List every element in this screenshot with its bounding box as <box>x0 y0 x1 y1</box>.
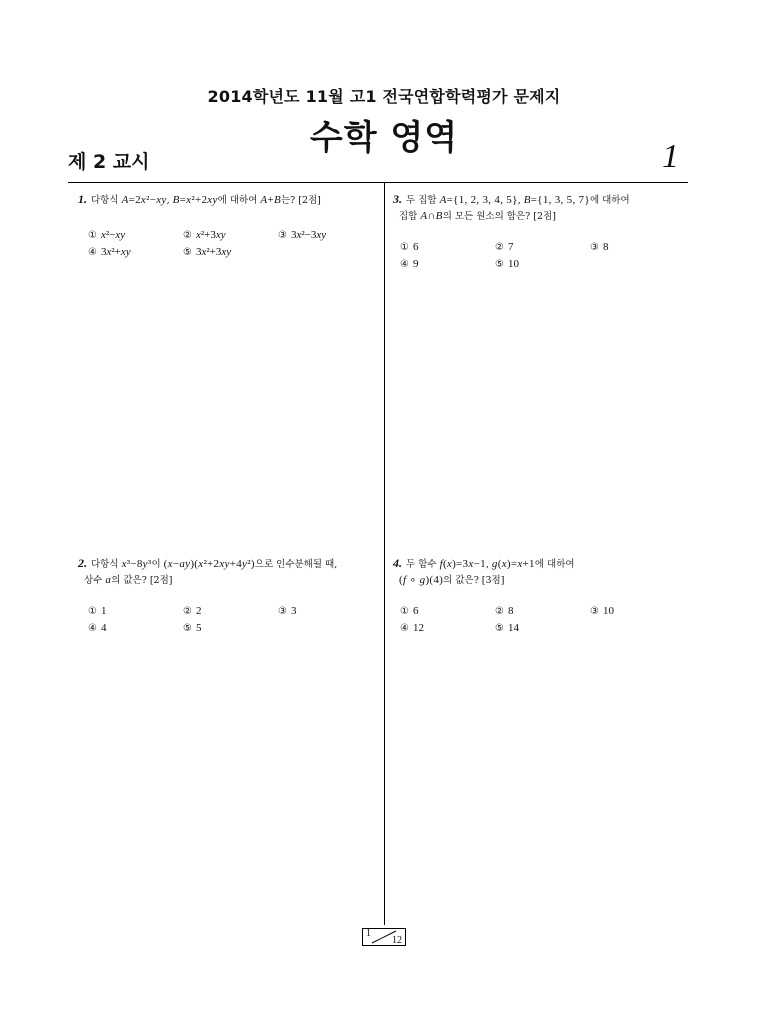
math-expression: A+B <box>260 194 281 206</box>
stem-text: , <box>517 195 524 206</box>
math-variable: xy <box>316 229 327 241</box>
math-variable: x <box>140 194 147 206</box>
math-variable: A <box>420 210 428 222</box>
stem-text: 다항식 <box>91 559 122 570</box>
math-variable: x <box>195 229 201 241</box>
choice-value: 1 <box>100 605 107 617</box>
math-variable: x <box>186 194 192 206</box>
math-variable: x <box>100 229 106 241</box>
answer-choices <box>393 236 685 270</box>
choice-3 <box>278 600 373 617</box>
current-page-number: 1 <box>366 928 371 939</box>
page-number-box <box>362 928 406 946</box>
choice-5 <box>495 253 590 270</box>
stem-text: , <box>166 195 173 206</box>
stem-text: 는? [2점] <box>280 195 321 206</box>
choice-value: 2 <box>195 605 202 617</box>
question-stem <box>399 204 556 223</box>
answer-choices <box>393 600 685 634</box>
choice-2 <box>183 600 278 617</box>
choice-value: 14 <box>507 622 519 634</box>
math-variable: x <box>468 558 474 570</box>
choice-marker: ② <box>495 606 504 617</box>
question-stem <box>84 568 173 587</box>
choice-marker: ② <box>183 606 192 617</box>
question-stem-line <box>393 570 685 586</box>
choice-marker: ② <box>183 230 192 241</box>
choice-5 <box>183 617 278 634</box>
math-variable: y <box>242 558 248 570</box>
math-variable: B <box>523 194 531 206</box>
choice-marker: ⑤ <box>183 623 192 634</box>
question-number: 4. <box>393 556 402 570</box>
math-variable: B <box>172 194 180 206</box>
choice-1 <box>400 236 495 253</box>
answer-choices <box>78 224 373 258</box>
choice-marker: ① <box>400 242 409 253</box>
choice-marker: ④ <box>88 623 97 634</box>
math-variable: xy <box>207 194 218 206</box>
stem-text: 두 함수 <box>406 559 440 570</box>
choice-1 <box>400 600 495 617</box>
math-variable: x <box>446 558 453 570</box>
choice-value: 10 <box>602 605 614 617</box>
question-stem <box>91 188 321 207</box>
choice-marker: ① <box>400 606 409 617</box>
math-expression: A∩B <box>420 210 443 222</box>
math-variable: x <box>121 558 127 570</box>
choice-marker: ⑤ <box>495 259 504 270</box>
stem-text: 상수 <box>84 575 106 586</box>
exam-title: 2014학년도 11월 고1 전국연합학력평가 문제지 <box>207 87 561 106</box>
choice-4 <box>400 617 495 634</box>
question-number: 3. <box>393 192 402 206</box>
choice-4 <box>88 241 183 258</box>
choice-marker: ③ <box>278 606 287 617</box>
math-variable: B <box>273 194 281 206</box>
math-variable: xy <box>156 194 167 206</box>
stem-text: 의 값은? [3점] <box>443 575 505 586</box>
choice-marker: ② <box>495 242 504 253</box>
stem-text: 집합 <box>399 211 421 222</box>
math-variable: xy <box>115 229 126 241</box>
choice-value: 6 <box>412 605 419 617</box>
question-stem-line <box>78 570 378 586</box>
choice-value: x²+3xy <box>195 229 226 241</box>
answer-choices <box>78 600 373 634</box>
choice-value: 9 <box>412 258 419 270</box>
choice-1 <box>88 600 183 617</box>
question-stem-line <box>393 206 685 222</box>
math-variable: B <box>435 210 443 222</box>
stem-text: 의 값은? [2점] <box>111 575 173 586</box>
math-expression: B={1, 3, 5, 7} <box>523 194 590 206</box>
math-expression: A=2x²−xy <box>121 194 167 206</box>
question-1 <box>78 190 378 270</box>
page-mark: 1 <box>662 138 679 175</box>
math-variable: a <box>105 574 112 586</box>
choice-marker: ⑤ <box>495 623 504 634</box>
choice-3 <box>590 600 685 617</box>
math-variable: x <box>201 246 207 258</box>
stem-text: 에 대하여 <box>217 195 261 206</box>
choice-4 <box>88 617 183 634</box>
math-variable: xy <box>120 246 131 258</box>
choice-5 <box>183 241 278 258</box>
math-variable: xy <box>221 246 232 258</box>
choice-marker: ③ <box>590 242 599 253</box>
choice-marker: ⑤ <box>183 247 192 258</box>
math-variable: ay <box>179 558 191 570</box>
math-expression: B=x²+2xy <box>172 194 218 206</box>
choice-value: 7 <box>507 241 514 253</box>
stem-text: 다항식 <box>91 195 122 206</box>
choice-2 <box>183 224 278 241</box>
choice-4 <box>400 253 495 270</box>
choice-value: 6 <box>412 241 419 253</box>
math-variable: g <box>491 558 498 570</box>
choice-5 <box>495 617 590 634</box>
stem-text: 에 대하여 <box>589 195 630 206</box>
question-3 <box>393 190 685 280</box>
total-page-count: 12 <box>392 935 402 946</box>
stem-text: 으로 인수분해될 때, <box>254 559 338 570</box>
choice-marker: ④ <box>88 247 97 258</box>
column-divider <box>384 183 385 925</box>
math-variable: A <box>439 194 447 206</box>
choice-value: 4 <box>100 622 107 634</box>
exam-period: 제 2 교시 <box>68 151 150 173</box>
stem-text: 에 대하여 <box>534 559 575 570</box>
math-variable: xy <box>219 558 230 570</box>
math-variable: f <box>402 574 407 586</box>
math-variable: A <box>121 194 129 206</box>
choice-marker: ④ <box>400 259 409 270</box>
math-expression: (f ∘ g)(4) <box>399 574 444 586</box>
question-number: 2. <box>78 556 87 570</box>
subject-title: 수학 영역 <box>309 118 459 158</box>
choice-marker: ③ <box>590 606 599 617</box>
question-number: 1. <box>78 192 87 206</box>
choice-value: 8 <box>507 605 514 617</box>
choice-value: 3 <box>290 605 297 617</box>
math-variable: x <box>106 246 112 258</box>
question-2 <box>78 554 378 644</box>
math-expression: f(x)=3x−1 <box>439 558 486 570</box>
choice-value: 12 <box>412 622 424 634</box>
math-expression: A={1, 2, 3, 4, 5} <box>439 194 518 206</box>
math-expression: g(x)=x+1 <box>491 558 535 570</box>
math-variable: x <box>517 558 523 570</box>
math-variable: f <box>439 558 443 570</box>
math-expression: (x−ay)(x²+2xy+4y²) <box>163 558 255 570</box>
math-expression: x³−8y³ <box>121 558 152 570</box>
stem-text: 두 집합 <box>406 195 440 206</box>
header-divider <box>68 182 688 183</box>
choice-1 <box>88 224 183 241</box>
math-variable: A <box>260 194 268 206</box>
choice-2 <box>495 236 590 253</box>
choice-marker: ① <box>88 606 97 617</box>
choice-marker: ④ <box>400 623 409 634</box>
choice-marker: ① <box>88 230 97 241</box>
choice-value: 10 <box>507 258 519 270</box>
stem-text: , <box>485 559 492 570</box>
math-variable: xy <box>215 229 226 241</box>
choice-value: 8 <box>602 241 609 253</box>
question-stem-line <box>78 190 378 206</box>
stem-text: 의 모든 원소의 합은? [2점] <box>442 211 556 222</box>
choice-value: 3x²+xy <box>100 246 131 258</box>
choice-marker: ③ <box>278 230 287 241</box>
choice-3 <box>590 236 685 253</box>
math-variable: g <box>419 574 426 586</box>
choice-3 <box>278 224 373 241</box>
stem-text: 이 <box>151 559 164 570</box>
choice-2 <box>495 600 590 617</box>
choice-value: 5 <box>195 622 202 634</box>
question-4 <box>393 554 685 644</box>
math-variable: x <box>501 558 507 570</box>
math-variable: x <box>198 558 204 570</box>
math-variable: y <box>142 558 148 570</box>
choice-value: 3x²+3xy <box>195 246 232 258</box>
math-variable: x <box>296 229 302 241</box>
question-stem <box>399 568 504 587</box>
choice-value: 3x²−3xy <box>290 229 327 241</box>
choice-value: x²−xy <box>100 229 126 241</box>
math-variable: x <box>167 558 173 570</box>
